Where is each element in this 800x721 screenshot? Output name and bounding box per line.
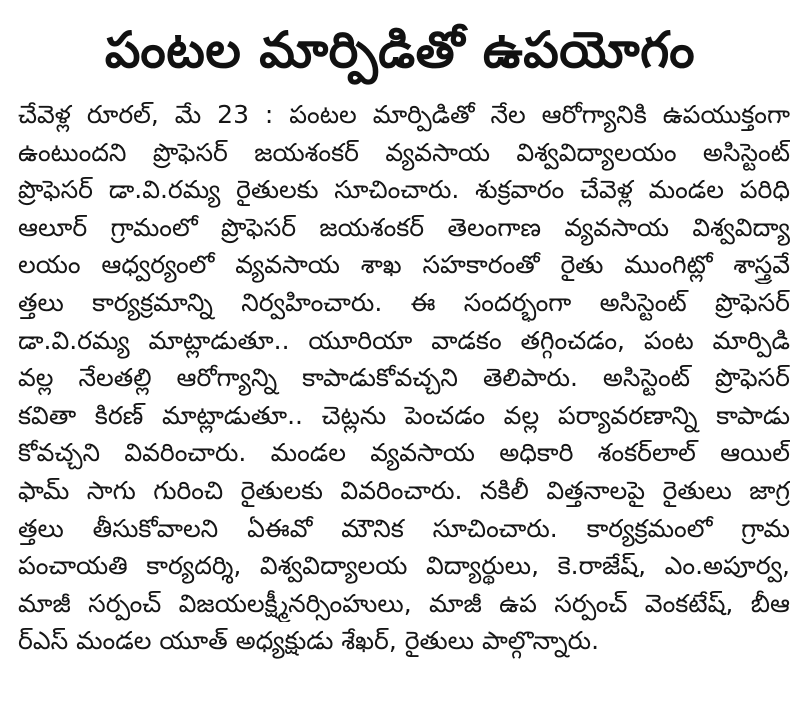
body-line: కోవచ్చని వివరించారు. మండల వ్యవసాయ అధికారి శంకర్‌లాల్ ఆయిల్ bbox=[18, 438, 790, 468]
body-line: ర్ఎస్ మండల యూత్ అధ్యక్షుడు శేఖర్, రైతులు పాల్గొన్నారు. bbox=[18, 626, 600, 656]
body-line: డా.వి.రమ్య మాట్లాడుతూ.. యూరియా వాడకం తగ్గించడం, పంట మార్పిడి bbox=[18, 325, 790, 355]
body-line: ఉంటుందని ప్రొఫెసర్ జయశంకర్ వ్యవసాయ విశ్వవిద్యాలయం అసిస్టెంట్ bbox=[18, 137, 790, 167]
body-line: పంచాయతి కార్యదర్శి, విశ్వవిద్యాలయ విద్యార్థులు, కె.రాజేష్, ఎం.అపూర్వ, bbox=[18, 551, 790, 581]
body-line: చేవెళ్ల రూరల్, మే 23 : పంటల మార్పిడితో నేల ఆరోగ్యానికి ఉపయుక్తంగా bbox=[18, 100, 790, 129]
body-line: వల్ల నేలతల్లి ఆరోగ్యాన్ని కాపాడుకోవచ్చని తెలిపారు. అసిస్టెంట్ ప్రొఫెసర్ bbox=[18, 363, 790, 393]
body-line: కవితా కిరణ్ మాట్లాడుతూ.. చెట్లను పెంచడం వల్ల పర్యావరణాన్ని కాపాడు bbox=[18, 400, 790, 430]
body-line: త్తలు తీసుకోవాలని ఏఈవో మౌనిక సూచించారు. కార్యక్రమంలో గ్రామ bbox=[18, 513, 790, 543]
body-line: ఫామ్ సాగు గురించి రైతులకు వివరించారు. నకిలీ విత్తనాలపై రైతులు జాగ్ర bbox=[18, 475, 790, 505]
body-line: ఆలూర్ గ్రామంలో ప్రొఫెసర్ జయశంకర్ తెలంగాణ వ్యవసాయ విశ్వవిద్యా bbox=[18, 212, 790, 242]
body-line: లయం ఆధ్వర్యంలో వ్యవసాయ శాఖ సహకారంతో రైతు ముంగిట్లో శాస్త్రవే bbox=[18, 250, 790, 280]
article-body bbox=[18, 96, 790, 660]
headline: పంటల మార్పిడితో ఉపయోగం bbox=[104, 21, 696, 79]
body-line: ప్రొఫెసర్ డా.వి.రమ్య రైతులకు సూచించారు. శుక్రవారం చేవెళ్ల మండల పరిధి bbox=[18, 175, 790, 205]
body-line: మాజీ సర్పంచ్ విజయలక్ష్మీనర్సింహులు, మాజీ ఉప సర్పంచ్ వెంకటేష్, బీఆ bbox=[18, 588, 790, 618]
body-line: త్తలు కార్యక్రమాన్ని నిర్వహించారు. ఈ సందర్భంగా అసిస్టెంట్ ప్రొఫెసర్ bbox=[18, 287, 790, 317]
